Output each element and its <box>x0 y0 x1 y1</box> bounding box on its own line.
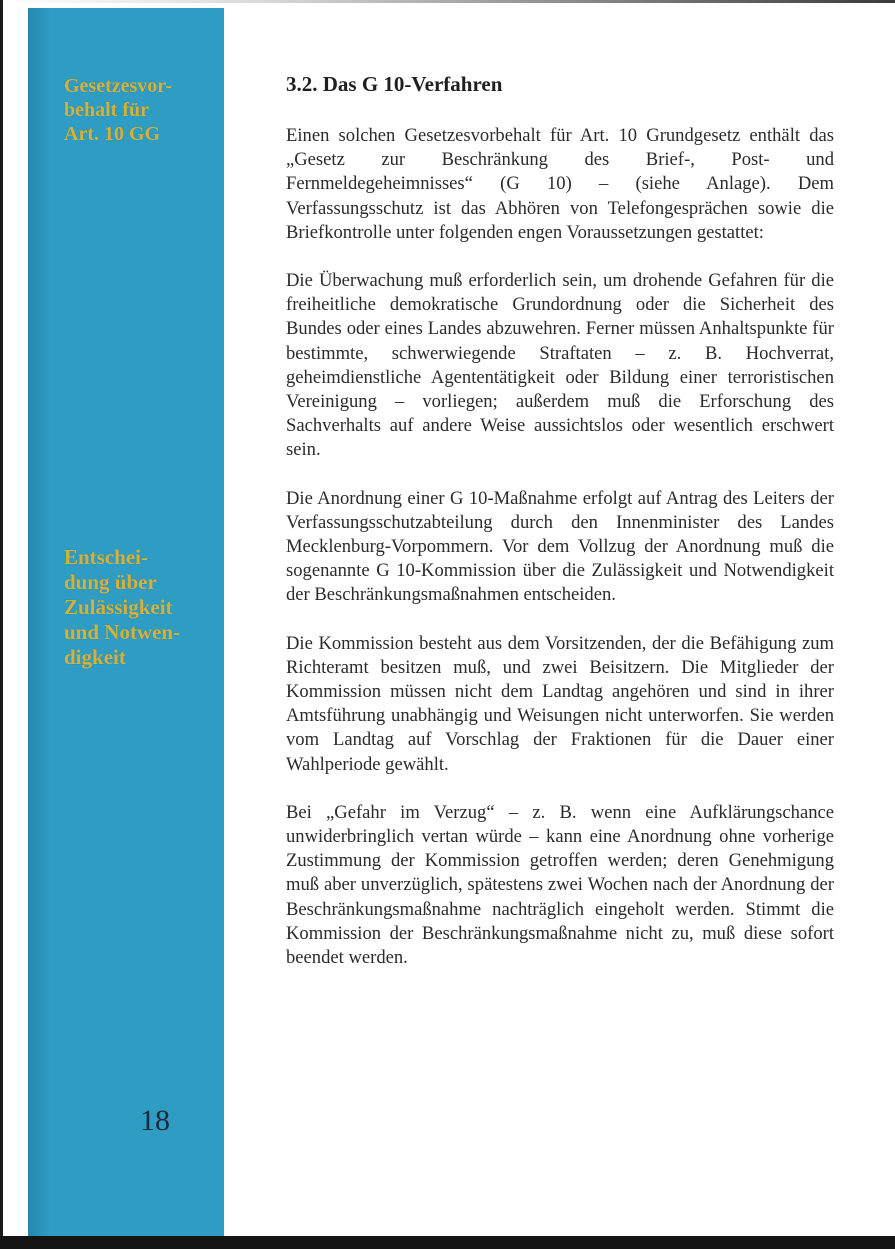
margin-note-line: Gesetzesvor- <box>64 75 173 97</box>
sidebar-shadow <box>28 8 50 1236</box>
left-page-edge <box>0 0 3 1249</box>
main-content <box>286 70 834 994</box>
page-number: 18 <box>140 1104 170 1137</box>
paragraph-2: Die Überwachung muß erforderlich sein, um drohende Gefahren für die freiheitliche demokratische Grundordnung oder die Sicherheit des Bundes oder eines Landes abzuwehren. Ferner müssen Anhaltspunkte für bestimmte, schwerwiegende Straftaten – z. B. Hochverrat, geheimdienstliche Agententätigkeit oder Bildung einer terroristischen Vereinigung – vorliegen; außerdem muß die Erforschung des Sachverhalts auf andere Weise aussichtslos oder wesentlich erschwert sein. <box>286 270 834 461</box>
margin-note-line: Art. 10 GG <box>64 123 161 145</box>
paragraph-1: Einen solchen Gesetzesvorbehalt für Art. 10 Grundgesetz enthält das „Gesetz zur Beschränkung des Brief-, Post- und Fernmeldegeheimnisses“ (G 10) – (siehe Anlage). Dem Verfassungsschutz ist das Abhören von Telefongesprächen sowie die Briefkontrolle unter folgenden engen Voraussetzungen gestattet: <box>286 125 834 243</box>
paragraph-4: Die Kommission besteht aus dem Vorsitzenden, der die Befähigung zum Richteramt besitzen muß, und zwei Beisitzern. Die Mitglieder der Kommission müssen nicht dem Landtag angehören und sind in ihrer Amtsführung unabhängig und Weisungen nicht unterworfen. Sie werden vom Landtag auf Vorschlag der Fraktionen für die Dauer einer Wahlperiode gewählt. <box>286 632 834 775</box>
margin-note-line: digkeit <box>64 645 126 669</box>
top-border-rule <box>0 0 895 3</box>
margin-note-line: behalt für <box>64 99 149 121</box>
margin-note-line: und Notwen- <box>64 620 181 644</box>
margin-note-line: Entschei- <box>64 545 148 569</box>
paragraph-5: Bei „Gefahr im Verzug“ – z. B. wenn eine Aufklärungschance unwiderbringlich vertan würde – kann eine Anordnung ohne vorherige Zustimmung der Kommission getroffen werden; deren Genehmigung muß aber unverzüglich, spätestens zwei Wochen nach der Anordnung der Beschränkungsmaßnahme nachträglich eingeholt werden. Stimmt die Kommission der Beschränkungsmaßnahme nicht zu, muß diese sofort beendet werden. <box>286 801 834 969</box>
section-heading: 3.2. Das G 10-Verfahren <box>286 72 503 96</box>
bottom-border-rule <box>0 1236 895 1249</box>
margin-note-gesetzesvorbehalt <box>64 74 214 146</box>
margin-note-entscheidung <box>64 545 214 670</box>
paragraph-3: Die Anordnung einer G 10-Maßnahme erfolgt auf Antrag des Leiters der Verfassungsschutzabteilung durch den Innenminister des Landes Mecklenburg-Vorpommern. Vor dem Vollzug der Anordnung muß die sogenannte G 10-Kommission über die Zulässigkeit und Notwendigkeit der Beschränkungsmaßnahmen entscheiden. <box>286 487 834 606</box>
margin-note-line: Zulässigkeit <box>64 595 173 619</box>
margin-note-line: dung über <box>64 570 157 594</box>
